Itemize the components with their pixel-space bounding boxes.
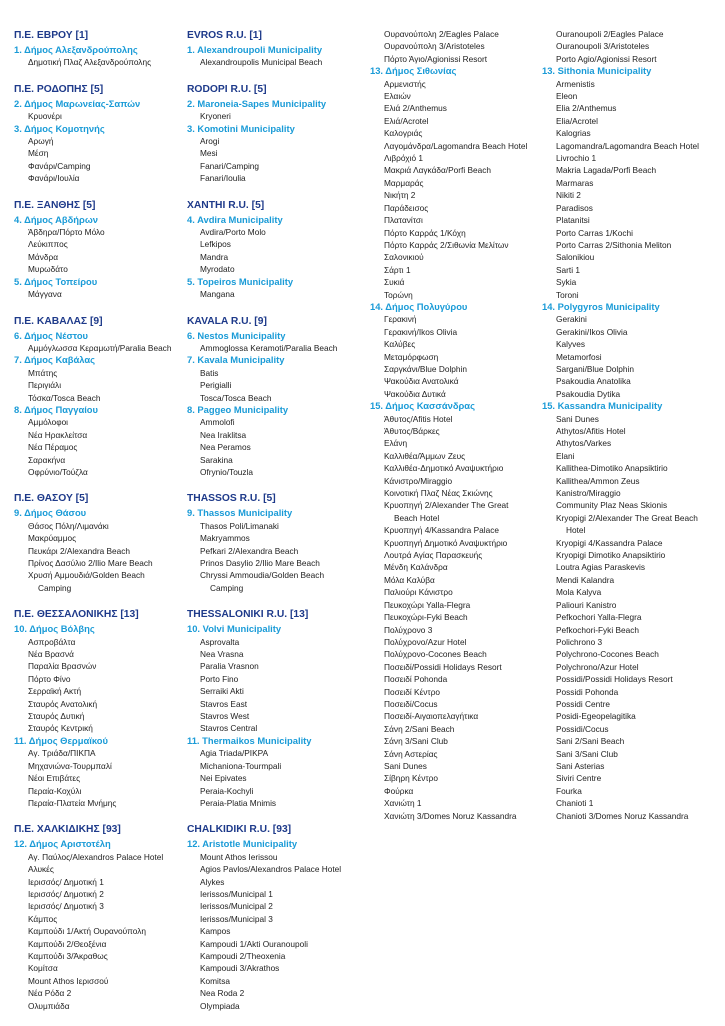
list-item: Mount Athos Ierissou [200, 851, 278, 862]
list-item: Ποσειδί Pohonda [384, 674, 448, 685]
list-item: Ποσειδί/Possidi Holidays Resort [384, 661, 502, 672]
list-item-wrapped [187, 569, 362, 594]
list-item: Sargani/Blue Dolphin [556, 363, 634, 374]
list-item: Σαργκάνι/Blue Dolphin [384, 363, 467, 374]
list-item: Lagomandra/Lagomandra Beach Hotel [556, 140, 699, 151]
list-item: Asprovalta [200, 636, 240, 647]
list-item: Nikiti 2 [556, 190, 581, 201]
list-item: Mount Athos Ιερισσού [28, 975, 109, 986]
list-item: Πρίνος Δασύλιο 2/Ilio Mare Beach [28, 558, 153, 568]
list-item: Ierissos/Municipal 1 [200, 888, 273, 899]
list-item: Polychrono/Azur Hotel [556, 661, 639, 672]
list-item: Mesi [200, 148, 218, 159]
list-item: Ποσειδί/Cocus [384, 698, 438, 709]
municipality-heading: 6. Δήμος Νέστου [14, 329, 89, 341]
list-item: Possidi Centre [556, 698, 610, 709]
municipality-heading: 12. Δήμος Αριστοτέλη [14, 838, 111, 850]
list-item: Kampoudi 2/Theoxenia [200, 950, 286, 961]
list-item: Avdira/Porto Molo [200, 227, 266, 238]
list-item: Κρυοπηγή 4/Kassandra Palace [384, 525, 499, 536]
list-item: Psakoudia Dytika [556, 388, 621, 399]
list-item: Αρωγή [28, 136, 54, 147]
list-item-text: Χρυσή Αμμουδιά/Golden Beach [28, 570, 145, 581]
list-item: Αγ. Παύλος/Alexandros Palace Hotel [28, 851, 164, 862]
list-item: Κομίτσα [28, 963, 58, 974]
list-item: Λεύκιππος [28, 239, 68, 250]
list-item: Polichrono 3 [556, 636, 603, 647]
municipality-heading: 14. Polygyros Municipality [542, 300, 660, 312]
list-item: Μένδη Καλάνδρα [384, 562, 448, 573]
column-right-greek [370, 28, 540, 822]
list-item: Sarti 1 [556, 264, 580, 275]
list-item: Λουτρά Αγίας Παρασκευής [384, 550, 483, 561]
list-item: Περιγιάλι [28, 380, 62, 391]
list-item: Ασπροβάλτα [28, 636, 76, 647]
list-item: Arogi [200, 136, 220, 147]
list-item: Porto Fino [200, 673, 239, 684]
list-item-wrapped [14, 569, 180, 594]
list-item: Olympiada [200, 1000, 240, 1011]
list-item: Sani 3/Sani Club [556, 748, 618, 759]
list-item: Platanitsi [556, 215, 590, 226]
list-item: Michaniona-Tourmpali [200, 760, 282, 771]
list-item: Σάρτι 1 [384, 264, 411, 275]
list-item: Πόρτο Φίνο [28, 673, 71, 684]
list-item: Tosca/Tosca Beach [200, 392, 272, 403]
list-item: Πολύχρονο-Cocones Beach [384, 649, 487, 660]
list-item: Ουρανούπολη 3/Aristoteles [384, 41, 485, 52]
list-item: Lefkipos [200, 239, 231, 250]
list-item: Athytos/Afitis Hotel [556, 426, 626, 436]
list-item: Ouranoupoli 3/Aristoteles [556, 41, 650, 52]
list-item: Sani 2/Sani Beach [556, 736, 625, 747]
region-heading: KAVALA R.U. [9] [187, 315, 267, 327]
list-item: Νικήτη 2 [384, 190, 416, 201]
list-item: Livrochio 1 [556, 153, 597, 164]
list-item: Kanistro/Miraggio [556, 488, 621, 499]
list-item: Paliouri Kanistro [556, 599, 617, 610]
region-heading: Π.Ε. ΕΒΡΟΥ [1] [14, 30, 89, 41]
list-item: Makryammos [200, 533, 250, 544]
municipality-heading: 2. Maroneia-Sapes Municipality [187, 97, 327, 109]
list-item: Peraia-Kochyli [200, 785, 254, 796]
municipality-heading: 10. Volvi Municipality [187, 623, 282, 635]
list-item: Kampoudi 1/Akti Ouranoupoli [200, 938, 308, 949]
region-heading: RODOPI R.U. [5] [187, 83, 267, 95]
municipality-heading: 11. Δήμος Θερμαϊκού [14, 734, 108, 746]
list-item: Νέα Βρασνά [28, 649, 74, 660]
municipality-heading: 4. Avdira Municipality [187, 213, 283, 225]
municipality-heading: 5. Δήμος Τοπείρου [14, 275, 98, 287]
list-item: Φανάρι/Ιουλία [28, 173, 80, 184]
region-section [187, 315, 362, 479]
list-item: Νέα Ρόδα 2 [28, 988, 72, 999]
list-item: Πολύχρονο 3 [384, 624, 433, 635]
list-item: Nea Peramos [200, 442, 251, 453]
list-item: Νέα Πέραμος [28, 442, 78, 453]
list-item: Nei Epivates [200, 773, 247, 784]
municipality-heading: 11. Thermaikos Municipality [187, 734, 312, 746]
region-section [187, 29, 362, 69]
region-heading: XANTHI R.U. [5] [187, 199, 265, 211]
list-item: Σάνη Αστερίας [384, 748, 438, 759]
list-item: Καμπούδι 3/Άκραθως [28, 950, 108, 961]
list-item: Αρμενιστής [384, 78, 426, 89]
list-item: Nea Vrasna [200, 649, 244, 660]
list-item: Φανάρι/Camping [28, 160, 91, 171]
list-item: Porto Agio/Agionissi Resort [556, 53, 657, 64]
list-item: Μαρμαράς [384, 177, 424, 188]
municipality-heading: 10. Δήμος Βόλβης [14, 623, 95, 635]
list-item: Ποσειδί Κέντρο [384, 686, 441, 697]
list-item: Κοινοτική Πλαζ Νέας Σκιώνης [384, 488, 493, 499]
list-item: Stavros East [200, 698, 248, 709]
list-item: Gerakini [556, 314, 587, 325]
list-item: Sykia [556, 277, 577, 288]
list-item: Posidi-Egeopelagitika [556, 711, 636, 722]
list-item: Stavros West [200, 711, 250, 722]
list-item: Περαία-Πλατεία Μνήμης [28, 797, 117, 808]
region-section [14, 29, 180, 69]
list-item: Καλλιθέα/Άμμων Ζευς [384, 450, 466, 461]
list-item: Άθυτος/Βάρκες [384, 426, 440, 436]
list-item: Καλύβες [384, 339, 416, 350]
list-item: Kalyves [556, 339, 586, 350]
region-heading: THESSALONIKI R.U. [13] [187, 609, 309, 621]
list-item: Sani Dunes [556, 413, 599, 424]
region-section [187, 823, 362, 1012]
list-item-text: Kryopigi 2/Alexander The Great Beach [556, 512, 698, 523]
list-item: Περαία-Κοχύλι [28, 785, 82, 796]
municipality-heading: 8. Paggeo Municipality [187, 403, 289, 415]
region-section [187, 608, 362, 809]
region-section [14, 608, 180, 809]
list-item: Σίβηρη Κέντρο [384, 773, 438, 784]
list-item-continuation: Hotel [566, 525, 586, 536]
municipality-heading: 6. Nestos Municipality [187, 329, 286, 341]
region-section [14, 315, 180, 479]
list-item: Αγ. Τριάδα/ΠΙΚΠΑ [28, 748, 96, 759]
list-item: Πόρτο Καρράς 1/Κόχη [384, 227, 466, 238]
municipality-heading: 7. Δήμος Καβάλας [14, 354, 96, 366]
list-item: Kryopigi Dimotiko Anapsiktirio [556, 550, 666, 561]
list-item: Kallithea-Dimotiko Anapsiktirio [556, 463, 668, 474]
municipality-heading: 9. Thassos Municipality [187, 507, 293, 519]
list-item: Μακριά Λαγκάδα/Porfi Beach [384, 165, 492, 176]
municipality-heading: 7. Kavala Municipality [187, 354, 285, 366]
municipality-heading: 2. Δήμος Μαρωνείας-Σαπών [14, 97, 141, 109]
municipality-heading: 1. Alexandroupoli Municipality [187, 44, 323, 55]
region-heading: CHALKIDIKI R.U. [93] [187, 824, 292, 836]
list-item: Polychrono-Cocones Beach [556, 649, 659, 660]
list-item: Πόρτο Καρράς 2/Σιθωνία Μελίτων [384, 239, 509, 250]
list-item: Nea Roda 2 [200, 988, 245, 999]
list-item: Σαλονικιού [384, 252, 424, 263]
list-item: Καλογριάς [384, 128, 423, 139]
list-item: Πευκάρι 2/Alexandra Beach [28, 545, 131, 556]
list-item: Ιερισσός/ Δημοτική 2 [28, 888, 104, 899]
list-item-text: Κρυοπηγή 2/Alexander The Great [384, 500, 509, 511]
list-item: Metamorfosi [556, 351, 602, 362]
list-item: Thasos Poli/Limanaki [200, 520, 279, 531]
list-item: Mangana [200, 289, 235, 300]
list-item: Νέα Ηρακλείτσα [28, 429, 88, 440]
list-item: Ψακούδια Δυτικά [384, 388, 446, 399]
list-item: Θάσος Πόλη/Λιμανάκι [28, 520, 109, 531]
list-item: Kallithea/Ammon Zeus [556, 475, 640, 486]
list-item: Ελαιών [384, 91, 411, 102]
region-section [14, 823, 180, 1012]
list-item: Ouranoupoli 2/Eagles Palace [556, 29, 664, 39]
list-item: Kryoneri [200, 111, 231, 122]
list-item: Ποσειδί-Αιγαιοπελαγήτικα [384, 711, 479, 722]
region-heading: Π.Ε. ΘΕΣΣΑΛΟΝΙΚΗΣ [13] [14, 609, 139, 621]
list-item: Elia/Acrotel [556, 115, 598, 126]
municipality-heading: 9. Δήμος Θάσου [14, 507, 87, 519]
list-item: Siviri Centre [556, 773, 602, 784]
list-item: Αμμόλοφοι [28, 417, 69, 428]
list-item-continuation: Beach Hotel [394, 512, 440, 523]
column-left-english [187, 29, 362, 1026]
list-item: Παραλία Βρασνών [28, 661, 97, 672]
municipality-heading: 15. Δήμος Κασσάνδρας [370, 400, 475, 412]
list-item: Ψακούδια Ανατολικά [384, 376, 459, 387]
list-item: Πευκοχώρι Yalla-Flegra [384, 599, 471, 610]
municipality-heading: 13. Sithonia Municipality [542, 65, 652, 77]
list-item: Λιβρόχιό 1 [384, 153, 424, 164]
list-item: Μεταμόρφωση [384, 351, 439, 362]
list-item: Μάγγανα [28, 289, 62, 300]
list-item: Κρυοπηγή Δημοτικό Αναψυκτήριο [384, 537, 508, 548]
list-item: Chanioti 3/Domes Noruz Kassandra [556, 810, 689, 821]
region-heading: Π.Ε. ΡΟΔΟΠΗΣ [5] [14, 83, 104, 95]
list-item: Pefkochori Yalla-Flegra [556, 612, 642, 623]
list-item: Kalogrias [556, 128, 591, 139]
list-item: Ammoglossa Keramoti/Paralia Beach [200, 342, 338, 353]
list-item: Elani [556, 450, 575, 461]
list-item: Μόλα Καλύβα [384, 574, 435, 585]
list-item: Agios Pavlos/Alexandros Palace Hotel [200, 864, 342, 875]
list-item: Perigialli [200, 380, 232, 391]
list-item: Nea Iraklitsa [200, 429, 247, 440]
list-item: Μπάτης [28, 367, 58, 378]
list-item: Gerakini/Ikos Olivia [556, 326, 628, 337]
list-item: Athytos/Varkes [556, 438, 612, 449]
list-item: Psakoudia Anatolika [556, 376, 631, 387]
list-item: Kryopigi 4/Kassandra Palace [556, 537, 663, 548]
list-item: Kampos [200, 926, 231, 937]
list-item: Komitsa [200, 975, 230, 986]
list-item: Alykes [200, 876, 225, 887]
list-item: Σάνη 2/Sani Beach [384, 723, 455, 734]
list-item: Eleon [556, 91, 578, 102]
list-item: Σταυρός Ανατολική [28, 698, 98, 709]
list-item: Possidi/Possidi Holidays Resort [556, 674, 673, 685]
list-item: Possidi Pohonda [556, 686, 619, 697]
list-item: Κρυονέρι [28, 111, 62, 122]
municipality-heading: 12. Aristotle Municipality [187, 838, 298, 850]
list-item: Λαγομάνδρα/Lagomandra Beach Hotel [384, 140, 528, 151]
list-item: Μάνδρα [28, 251, 58, 262]
list-item: Pefkari 2/Alexandra Beach [200, 545, 299, 556]
list-item-wrapped [542, 512, 720, 537]
list-item: Kampoudi 3/Akrathos [200, 963, 280, 974]
municipality-heading: 15. Kassandra Municipality [542, 400, 663, 412]
region-heading: Π.Ε. ΧΑΛΚΙΔΙΚΗΣ [93] [14, 824, 121, 836]
list-item: Τορώνη [384, 289, 413, 300]
region-heading: THASSOS R.U. [5] [187, 493, 276, 505]
list-item: Μακρύαμμος [28, 533, 77, 544]
list-item: Paralia Vrasnon [200, 661, 259, 672]
list-item: Elia 2/Anthemus [556, 103, 617, 114]
list-item-continuation: Camping [38, 582, 72, 593]
list-item: Οφρύνιο/Τούζλα [28, 466, 88, 477]
list-item: Χανιώτη 1 [384, 798, 422, 809]
municipality-heading: 8. Δήμος Παγγαίου [14, 403, 98, 415]
list-item: Ιερισσός/ Δημοτική 3 [28, 901, 104, 912]
list-item: Γερακινή [384, 314, 417, 325]
list-item: Καμπούδι 2/Θεοξένια [28, 938, 107, 949]
list-item: Σαρακήνα [28, 454, 66, 465]
list-item: Ελιά 2/Anthemus [384, 103, 447, 114]
list-item: Fanari/Camping [200, 160, 260, 171]
list-item: Παλιούρι Κάνιστρο [384, 587, 453, 598]
column-left-greek [14, 29, 180, 1026]
list-item: Ierissos/Municipal 2 [200, 901, 273, 912]
region-heading: EVROS R.U. [1] [187, 30, 262, 41]
list-item: Κάνιστρο/Miraggio [384, 475, 453, 486]
list-item: Possidi/Cocus [556, 723, 609, 734]
list-item: Loutra Agias Paraskevis [556, 562, 646, 573]
municipality-heading: 5. Topeiros Municipality [187, 275, 294, 287]
list-item: Γερακινή/Ikos Olivia [384, 326, 458, 337]
municipality-heading: 4. Δήμος Αβδήρων [14, 213, 98, 225]
list-item: Prinos Dasylio 2/Ilio Mare Beach [200, 558, 320, 568]
list-item: Mandra [200, 251, 229, 262]
municipality-heading: 13. Δήμος Σιθωνίας [370, 65, 457, 77]
column-right-english [542, 28, 720, 822]
list-item: Salonikiou [556, 252, 595, 263]
list-item: Fanari/Ioulia [200, 173, 246, 184]
list-item: Mola Kalyva [556, 587, 602, 598]
list-item-continuation: Camping [210, 582, 244, 593]
list-item: Τόσκα/Tosca Beach [28, 392, 101, 403]
list-item-text: Chryssi Ammoudia/Golden Beach [200, 570, 325, 581]
list-item: Ελάνη [384, 438, 408, 449]
list-item: Συκιά [384, 277, 405, 288]
list-item: Porto Carras 1/Kochi [556, 227, 634, 238]
list-item: Community Plaz Neas Skionis [556, 500, 668, 511]
list-item: Μηχανιώνα-Τουρμπαλί [28, 760, 112, 771]
list-item: Αμμόγλωσσα Κεραμωτή/Paralia Beach [28, 342, 172, 353]
list-item: Δημοτική Πλαζ Αλεξανδρούπολης [28, 57, 152, 68]
list-item: Sani Asterias [556, 760, 605, 771]
municipality-heading: 3. Komotini Municipality [187, 122, 295, 134]
region-heading: Π.Ε. ΘΑΣΟΥ [5] [14, 493, 89, 505]
list-item: Sarakina [200, 454, 233, 465]
list-item: Ιερισσός/ Δημοτική 1 [28, 876, 104, 887]
region-heading: Π.Ε. ΚΑΒΑΛΑΣ [9] [14, 315, 103, 327]
list-item: Πολύχρονο/Azur Hotel [384, 636, 467, 647]
municipality-heading: 3. Δήμος Κομοτηνής [14, 122, 105, 134]
list-item: Ελιά/Acrotel [384, 115, 429, 126]
list-item: Παράδεισος [384, 202, 429, 213]
list-item: Armenistis [556, 78, 595, 89]
list-item: Alexandroupolis Municipal Beach [200, 57, 323, 68]
region-section [187, 83, 362, 185]
list-item: Batis [200, 367, 219, 378]
region-heading: Π.Ε. ΞΑΝΘΗΣ [5] [14, 199, 96, 211]
list-item: Serraiki Akti [200, 686, 244, 697]
list-item: Fourka [556, 785, 582, 796]
list-item: Ολυμπιάδα [28, 1000, 70, 1011]
list-item: Κάμπος [28, 913, 58, 924]
list-item-wrapped [370, 499, 540, 524]
list-item: Πλατανίτσι [384, 215, 423, 226]
list-item: Μυρωδάτο [28, 264, 68, 275]
region-section [14, 83, 180, 185]
list-item: Agia Triada/PIKPA [200, 748, 269, 759]
list-item: Σταυρός Δυτική [28, 711, 85, 722]
list-item: Σάνη 3/Sani Club [384, 736, 448, 747]
list-item: Myrodato [200, 264, 235, 275]
list-item: Αλυκές [28, 864, 54, 875]
region-section [187, 492, 362, 594]
list-item: Pefkochori-Fyki Beach [556, 624, 640, 635]
list-item: Άθυτος/Afitis Hotel [384, 413, 453, 424]
list-item: Mendi Kalandra [556, 574, 615, 585]
list-item: Ammolofi [200, 417, 235, 428]
region-section [14, 199, 180, 301]
list-item: Άβδηρα/Πόρτο Μόλο [28, 227, 105, 238]
list-item: Peraia-Platia Mnimis [200, 797, 277, 808]
region-section [187, 199, 362, 301]
list-item: Φούρκα [384, 785, 414, 796]
list-item: Καλλιθέα-Δημοτικό Αναψυκτήριο [384, 463, 504, 474]
list-item: Stavros Central [200, 723, 258, 734]
list-item: Καμπούδι 1/Ακτή Ουρανούπολη [28, 926, 146, 937]
list-item: Νέοι Επιβάτες [28, 773, 81, 784]
list-item: Μέση [28, 148, 49, 159]
list-item: Toroni [556, 289, 579, 300]
list-item: Sani Dunes [384, 760, 427, 771]
list-item: Σταυρός Κεντρική [28, 723, 93, 734]
list-item: Σερραϊκή Ακτή [28, 686, 82, 697]
list-item: Marmaras [556, 177, 594, 188]
list-item: Paradisos [556, 202, 593, 213]
list-item: Ierissos/Municipal 3 [200, 913, 273, 924]
region-section [14, 492, 180, 594]
municipality-heading: 1. Δήμος Αλεξανδρούπολης [14, 44, 138, 55]
municipality-heading: 14. Δήμος Πολυγύρου [370, 300, 468, 312]
list-item: Πευκοχώρι-Fyki Beach [384, 612, 468, 623]
list-item: Porto Carras 2/Sithonia Meliton [556, 239, 672, 250]
list-item: Makria Lagada/Porfi Beach [556, 165, 657, 176]
list-item: Πόρτο Άγιο/Agionissi Resort [384, 53, 488, 64]
list-item: Ουρανούπολη 2/Eagles Palace [384, 29, 499, 39]
list-item: Chanioti 1 [556, 798, 594, 809]
list-item: Χανιώτη 3/Domes Noruz Kassandra [384, 810, 517, 821]
list-item: Ofrynio/Touzla [200, 466, 254, 477]
